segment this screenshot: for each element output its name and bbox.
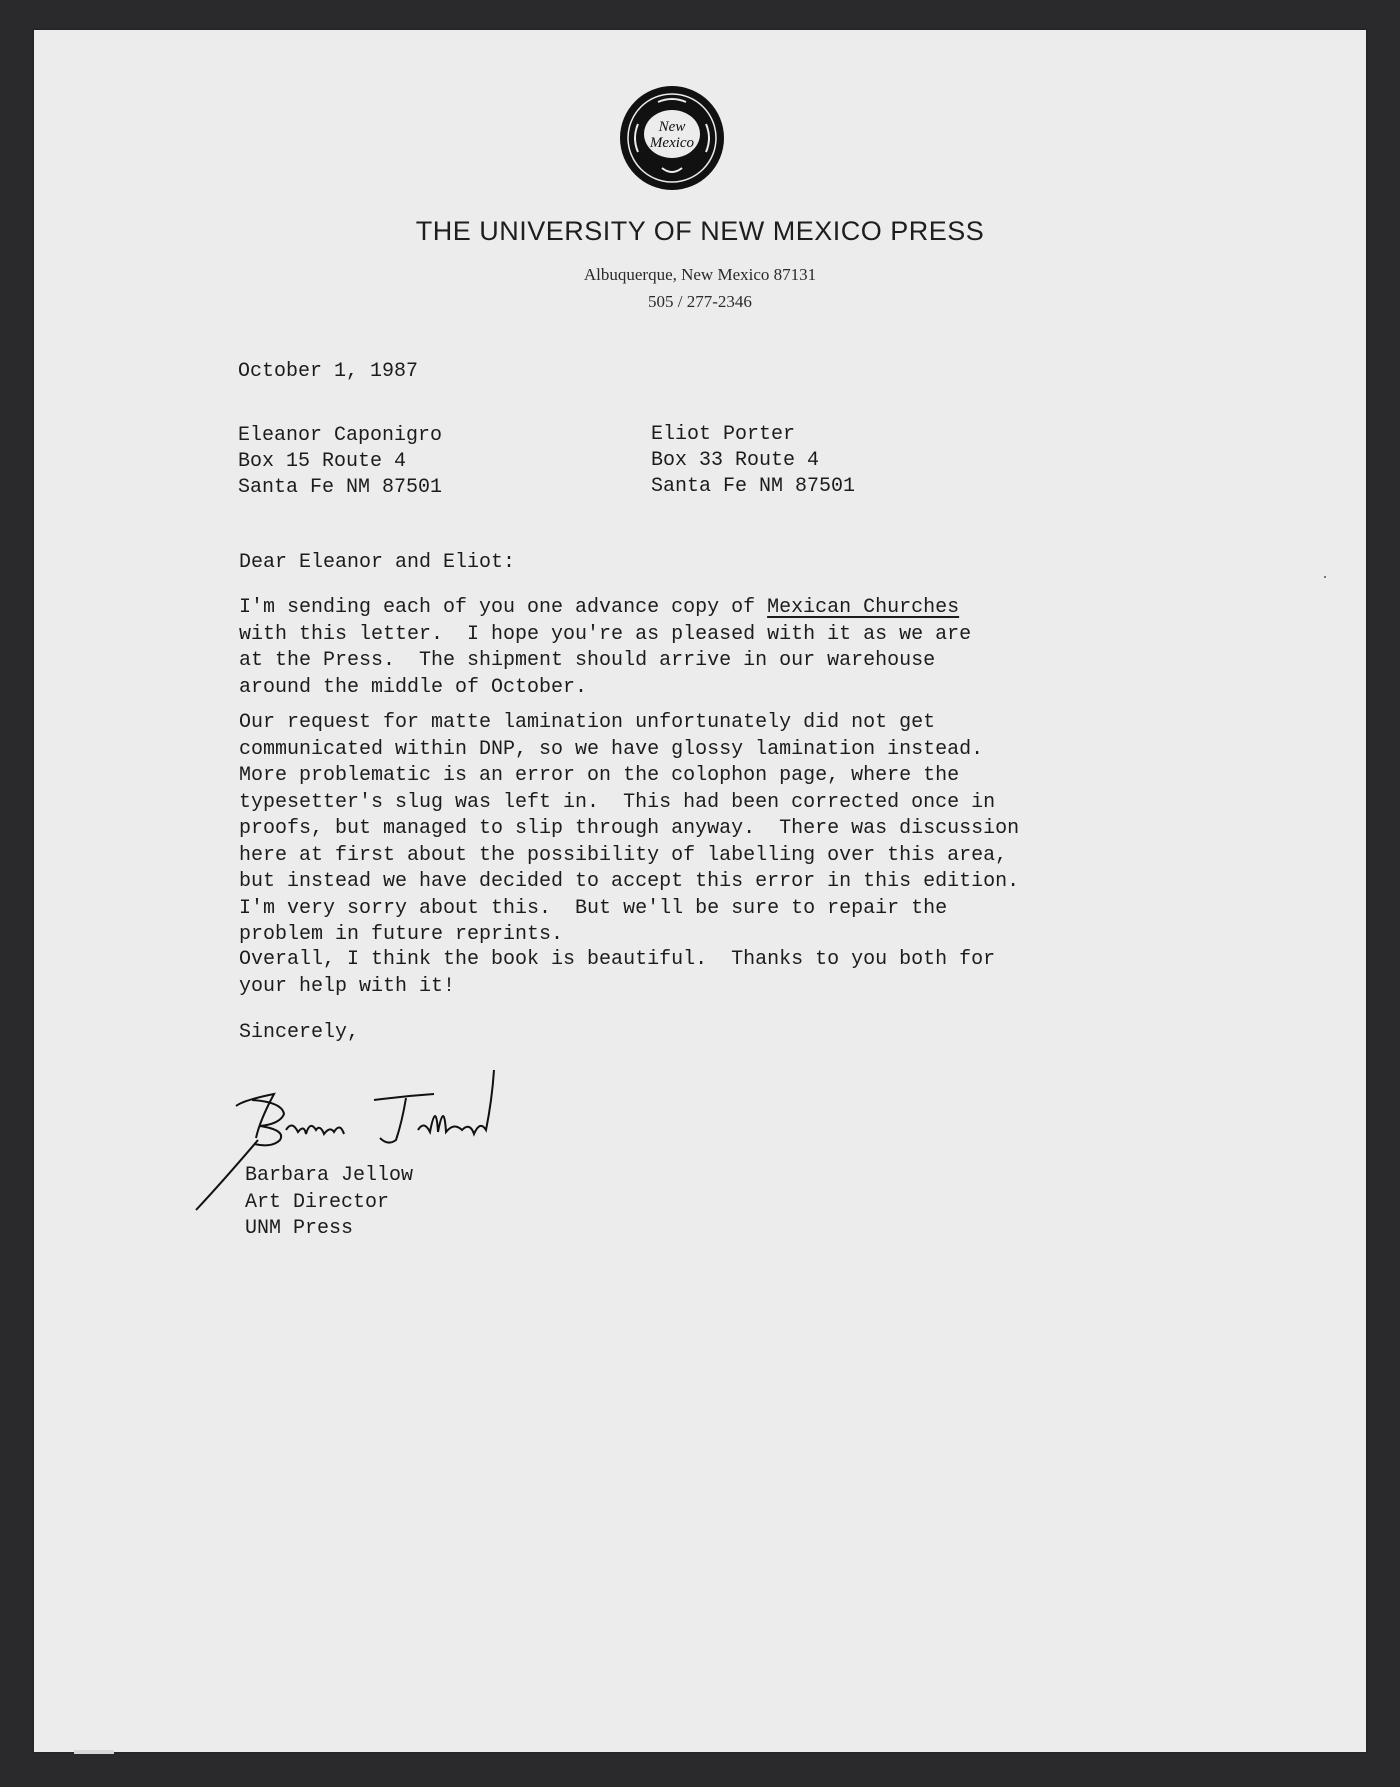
paper-smudge bbox=[74, 1750, 114, 1754]
paragraph-line: typesetter's slug was left in. This had been corrected once in bbox=[239, 790, 996, 814]
signer-organization: UNM Press bbox=[245, 1217, 354, 1240]
signature-block bbox=[245, 1163, 413, 1243]
salutation: Dear Eleanor and Eliot: bbox=[239, 551, 516, 574]
press-name: THE UNIVERSITY OF NEW MEXICO PRESS bbox=[415, 216, 985, 246]
recipient-2-street: Box 33 Route 4 bbox=[651, 449, 820, 472]
paragraph-line: proofs, but managed to slip through anyway. There was discussion bbox=[239, 817, 1020, 840]
paper-speck bbox=[1324, 576, 1326, 578]
paragraph-line: your help with it! bbox=[239, 974, 456, 998]
recipient-2-name: Eliot Porter bbox=[651, 423, 796, 446]
paragraph-line: communicated within DNP, so we have glossy lamination instead. bbox=[239, 737, 984, 761]
paragraph-3 bbox=[239, 947, 1139, 1000]
paragraph-line bbox=[239, 595, 1139, 622]
signer-name: Barbara Jellow bbox=[245, 1164, 414, 1187]
recipient-address-1 bbox=[238, 423, 442, 501]
svg-text:Mexico: Mexico bbox=[649, 135, 695, 151]
paragraph-line: at the Press. The shipment should arrive in our warehouse bbox=[239, 649, 936, 672]
closing: Sincerely, bbox=[239, 1021, 360, 1044]
new-mexico-seal-logo bbox=[618, 84, 726, 192]
paragraph-line: Overall, I think the book is beautiful. Thanks to you both for bbox=[239, 948, 996, 971]
recipient-2-city: Santa Fe NM 87501 bbox=[651, 475, 856, 498]
paragraph-line: More problematic is an error on the colophon page, where the bbox=[239, 764, 960, 787]
letter-date: October 1, 1987 bbox=[238, 360, 419, 383]
paragraph-line: I'm very sorry about this. But we'll be sure to repair the bbox=[239, 896, 948, 920]
signer-title: Art Director bbox=[245, 1190, 390, 1214]
letter-page bbox=[34, 30, 1366, 1752]
paragraph-line: Our request for matte lamination unfortunately did not get bbox=[239, 711, 936, 734]
paragraph-2 bbox=[239, 710, 1139, 949]
recipient-address-2 bbox=[651, 422, 855, 500]
paragraph-line: but instead we have decided to accept this error in this edition. bbox=[239, 870, 1020, 893]
svg-text:New: New bbox=[658, 119, 686, 135]
paragraph-1 bbox=[239, 595, 1139, 701]
paragraph-line: around the middle of October. bbox=[239, 675, 588, 699]
paragraph-text: I'm sending each of you one advance copy of bbox=[239, 596, 768, 619]
press-phone: 505 / 277-2346 bbox=[648, 292, 752, 311]
press-address: Albuquerque, New Mexico 87131 bbox=[583, 265, 817, 284]
book-title: Mexican Churches bbox=[767, 596, 960, 619]
paragraph-line: problem in future reprints. bbox=[239, 923, 564, 946]
recipient-1-city: Santa Fe NM 87501 bbox=[238, 476, 443, 499]
recipient-1-name: Eleanor Caponigro bbox=[238, 424, 443, 447]
paragraph-line: with this letter. I hope you're as pleased with it as we are bbox=[239, 622, 972, 646]
recipient-1-street: Box 15 Route 4 bbox=[238, 450, 407, 473]
paragraph-line: here at first about the possibility of labelling over this area, bbox=[239, 843, 1008, 867]
